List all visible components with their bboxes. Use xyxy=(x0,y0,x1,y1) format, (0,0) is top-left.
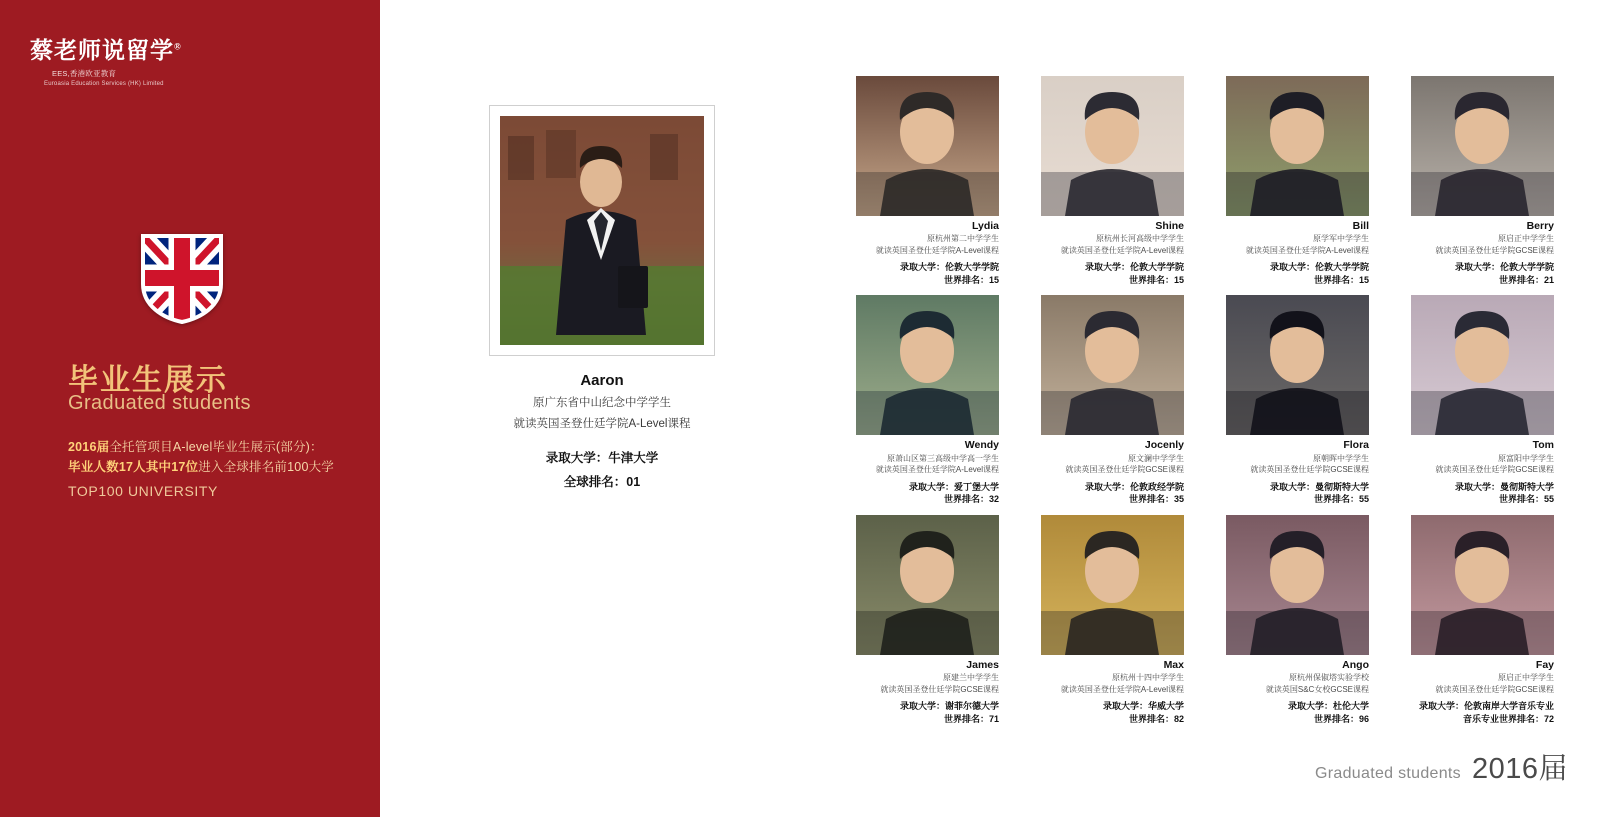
footer-year: 2016届 xyxy=(1471,753,1568,785)
student-name: Lydia xyxy=(971,220,999,232)
student-name: Shine xyxy=(1155,220,1184,232)
featured-student-school: 原广东省中山纪念中学学生 xyxy=(533,397,671,409)
student-program: 就读英国圣登仕廷学院A-Level课程 xyxy=(875,465,999,475)
student-program: 就读英国圣登仕廷学院GCSE课程 xyxy=(1435,245,1554,255)
student-name: Flora xyxy=(1343,439,1369,452)
student-university: 录取大学：杜伦大学 xyxy=(1287,701,1369,712)
student-rank: 世界排名：21 xyxy=(1498,274,1554,285)
student-school: 原杭州第二中学学生 xyxy=(927,234,999,244)
student-rank: 世界排名：96 xyxy=(1313,713,1369,724)
student-rank: 音乐专业世界排名：72 xyxy=(1462,713,1554,724)
student-photo xyxy=(1226,515,1369,655)
student-school: 原杭州十四中学学生 xyxy=(1112,672,1184,682)
student-photo xyxy=(856,76,999,216)
student-rank: 世界排名：35 xyxy=(1128,494,1184,505)
logo-registered-mark: ® xyxy=(174,41,182,52)
student-school: 原建兰中学学生 xyxy=(943,672,999,682)
student-card xyxy=(1411,295,1554,506)
student-rank: 世界排名：82 xyxy=(1128,713,1184,724)
student-rank: 世界排名：71 xyxy=(943,713,999,724)
student-university: 录取大学：曼彻斯特大学 xyxy=(1269,481,1369,492)
student-name: James xyxy=(966,658,999,671)
student-program: 就读英国圣登仕廷学院GCSE课程 xyxy=(880,684,999,694)
student-name: Max xyxy=(1163,658,1184,671)
student-name: Wendy xyxy=(964,439,999,452)
student-school: 原朝晖中学学生 xyxy=(1313,453,1369,463)
student-name: Ango xyxy=(1342,658,1369,671)
student-card xyxy=(1041,515,1184,726)
student-photo xyxy=(1411,515,1554,655)
student-program: 就读英国圣登仕廷学院GCSE课程 xyxy=(1435,684,1554,694)
student-photo xyxy=(1041,76,1184,216)
student-card xyxy=(856,76,999,287)
student-photo xyxy=(856,515,999,655)
logo-subtitle-cn: EES,香港欧亚教育 xyxy=(52,69,117,78)
student-program: 就读英国S&C女校GCSE课程 xyxy=(1265,684,1369,694)
student-card xyxy=(1226,76,1369,287)
student-photo xyxy=(1226,295,1369,435)
student-program: 就读英国圣登仕廷学院GCSE课程 xyxy=(1065,465,1184,475)
student-card xyxy=(1041,295,1184,506)
student-program: 就读英国圣登仕廷学院A-Level课程 xyxy=(875,245,999,255)
student-grid xyxy=(856,76,1556,726)
page-footer xyxy=(1315,746,1568,787)
student-school: 原萧山区第三高级中学高一学生 xyxy=(887,453,999,463)
student-program: 就读英国圣登仕廷学院GCSE课程 xyxy=(1250,465,1369,475)
student-photo xyxy=(856,295,999,435)
student-rank: 世界排名：15 xyxy=(943,274,999,285)
student-name: Bill xyxy=(1352,220,1369,232)
student-program: 就读英国圣登仕廷学院A-Level课程 xyxy=(1245,245,1369,255)
company-logo xyxy=(30,32,210,90)
student-school: 原富阳中学学生 xyxy=(1498,453,1554,463)
student-school: 原杭州长河高级中学学生 xyxy=(1096,234,1184,244)
student-name: Berry xyxy=(1526,220,1554,232)
student-photo xyxy=(1411,295,1554,435)
student-card xyxy=(1226,515,1369,726)
student-school: 原学军中学学生 xyxy=(1313,234,1369,244)
featured-student-photo xyxy=(500,116,704,345)
sidebar-title-en: Graduated students xyxy=(68,392,251,414)
student-photo xyxy=(1041,515,1184,655)
student-university: 录取大学：爱丁堡大学 xyxy=(908,481,999,492)
student-university: 录取大学：伦敦大学学院 xyxy=(899,262,999,273)
featured-student-university: 录取大学：牛津大学 xyxy=(545,451,659,465)
student-program: 就读英国圣登仕廷学院GCSE课程 xyxy=(1435,465,1554,475)
sidebar xyxy=(0,0,380,817)
student-name: Fay xyxy=(1535,658,1554,671)
featured-photo-frame xyxy=(489,105,715,356)
student-school: 原启正中学学生 xyxy=(1498,234,1554,244)
student-university: 录取大学：伦敦大学学院 xyxy=(1454,262,1554,273)
student-rank: 世界排名：32 xyxy=(943,494,999,505)
student-university: 录取大学：曼彻斯特大学 xyxy=(1454,481,1554,492)
featured-student-rank: 全球排名：01 xyxy=(563,475,641,489)
student-photo xyxy=(1041,295,1184,435)
featured-student-program: 就读英国圣登仕廷学院A-Level课程 xyxy=(513,418,691,430)
student-rank: 世界排名：15 xyxy=(1128,274,1184,285)
student-name: Tom xyxy=(1532,439,1554,452)
footer-label: Graduated students xyxy=(1315,765,1461,782)
student-school: 原杭州保俶塔实验学校 xyxy=(1289,672,1369,682)
uk-flag-shield-icon xyxy=(139,232,225,324)
sidebar-title-cn: 毕业生展示 xyxy=(68,364,228,397)
student-photo xyxy=(1226,76,1369,216)
student-card xyxy=(1226,295,1369,506)
featured-student xyxy=(489,105,715,490)
student-rank: 世界排名：15 xyxy=(1313,274,1369,285)
student-card xyxy=(1041,76,1184,287)
featured-student-name: Aaron xyxy=(580,372,624,389)
student-university: 录取大学：伦敦大学学院 xyxy=(1084,262,1184,273)
student-program: 就读英国圣登仕廷学院A-Level课程 xyxy=(1060,245,1184,255)
sidebar-description-line-1: 2016届全托管项目A-level毕业生展示(部分)： xyxy=(68,440,323,454)
logo-subtitle-en: Euroasia Education Services (HK) Limited xyxy=(44,81,164,87)
sidebar-top100-label: TOP100 UNIVERSITY xyxy=(68,483,218,499)
student-school: 原启正中学学生 xyxy=(1498,672,1554,682)
student-university: 录取大学：伦敦南岸大学音乐专业 xyxy=(1418,701,1554,712)
student-name: Jocenly xyxy=(1144,439,1184,452)
logo-chinese-text: 蔡老师说留学 xyxy=(30,38,174,63)
student-card xyxy=(1411,76,1554,287)
student-rank: 世界排名：55 xyxy=(1313,494,1369,505)
sidebar-description-line-2: 毕业人数17人其中17位进入全球排名前100大学 xyxy=(68,460,334,474)
student-university: 录取大学：伦敦政经学院 xyxy=(1084,481,1184,492)
student-school: 原文澜中学学生 xyxy=(1128,453,1184,463)
student-photo xyxy=(1411,76,1554,216)
student-card xyxy=(856,515,999,726)
student-university: 录取大学：华威大学 xyxy=(1102,701,1184,712)
student-university: 录取大学：谢菲尔德大学 xyxy=(899,701,999,712)
student-university: 录取大学：伦敦大学学院 xyxy=(1269,262,1369,273)
student-program: 就读英国圣登仕廷学院A-Level课程 xyxy=(1060,684,1184,694)
logo-chinese-name xyxy=(30,32,210,65)
student-rank: 世界排名：55 xyxy=(1498,494,1554,505)
student-card xyxy=(856,295,999,506)
student-card xyxy=(1411,515,1554,726)
